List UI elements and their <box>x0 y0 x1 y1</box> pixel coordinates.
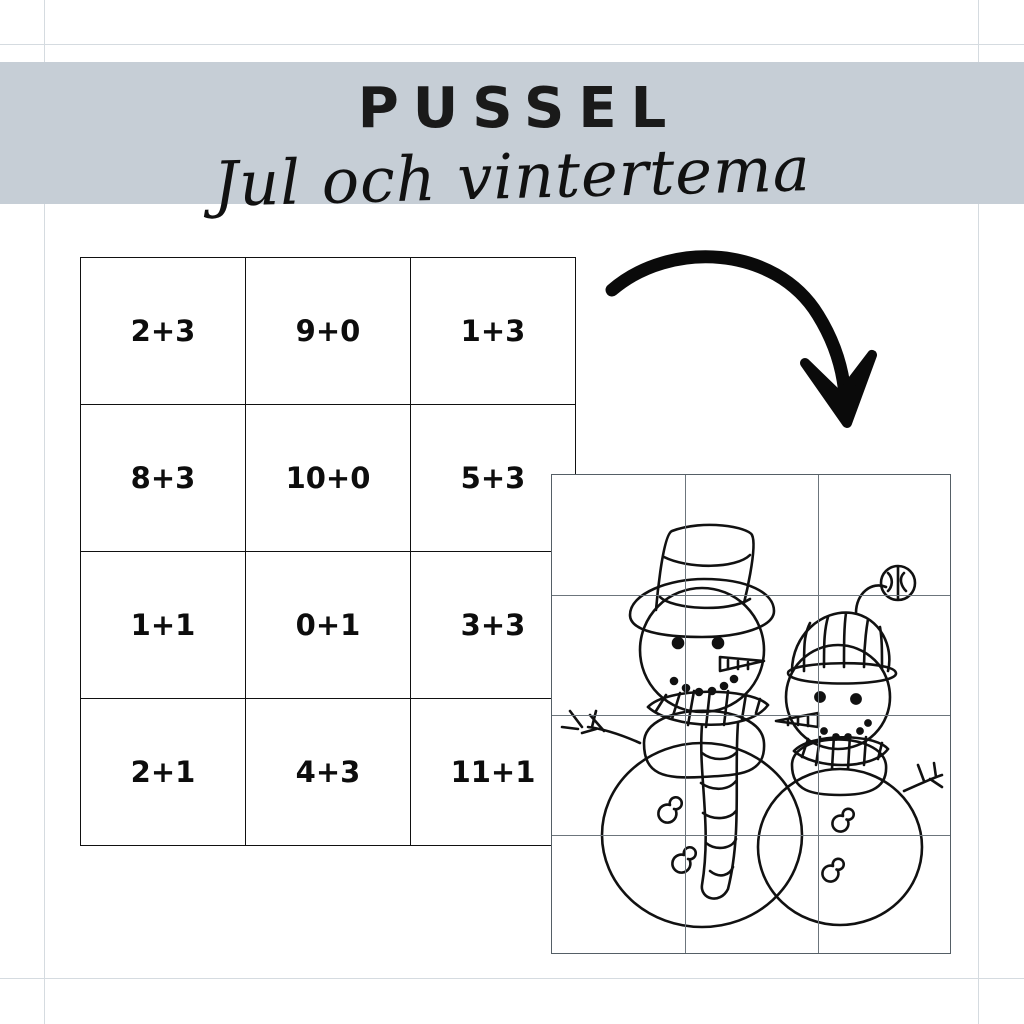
table-row <box>81 552 576 699</box>
math-cell: 11+1 <box>411 699 576 846</box>
table-row <box>81 699 576 846</box>
math-cell: 10+0 <box>246 405 411 552</box>
math-cell: 1+3 <box>411 258 576 405</box>
table-row <box>81 405 576 552</box>
guide-line-bottom <box>0 978 1024 979</box>
math-cell: 3+3 <box>411 552 576 699</box>
math-cell: 9+0 <box>246 258 411 405</box>
math-cell: 2+3 <box>81 258 246 405</box>
math-cell: 0+1 <box>246 552 411 699</box>
page-subtitle: Jul och vintertema <box>212 132 812 221</box>
math-problems-table <box>80 257 576 846</box>
curved-arrow-down-right-icon <box>600 245 890 460</box>
table-row <box>81 258 576 405</box>
math-cell: 8+3 <box>81 405 246 552</box>
puzzle-grid-line-horizontal <box>552 835 951 836</box>
guide-line-top <box>0 44 1024 45</box>
math-cell: 2+1 <box>81 699 246 846</box>
puzzle-image-panel <box>551 474 951 954</box>
math-cell: 1+1 <box>81 552 246 699</box>
math-cell: 4+3 <box>246 699 411 846</box>
page-title: PUSSEL <box>357 76 681 141</box>
math-cell: 5+3 <box>411 405 576 552</box>
puzzle-grid-line-horizontal <box>552 595 951 596</box>
puzzle-grid-line-horizontal <box>552 715 951 716</box>
